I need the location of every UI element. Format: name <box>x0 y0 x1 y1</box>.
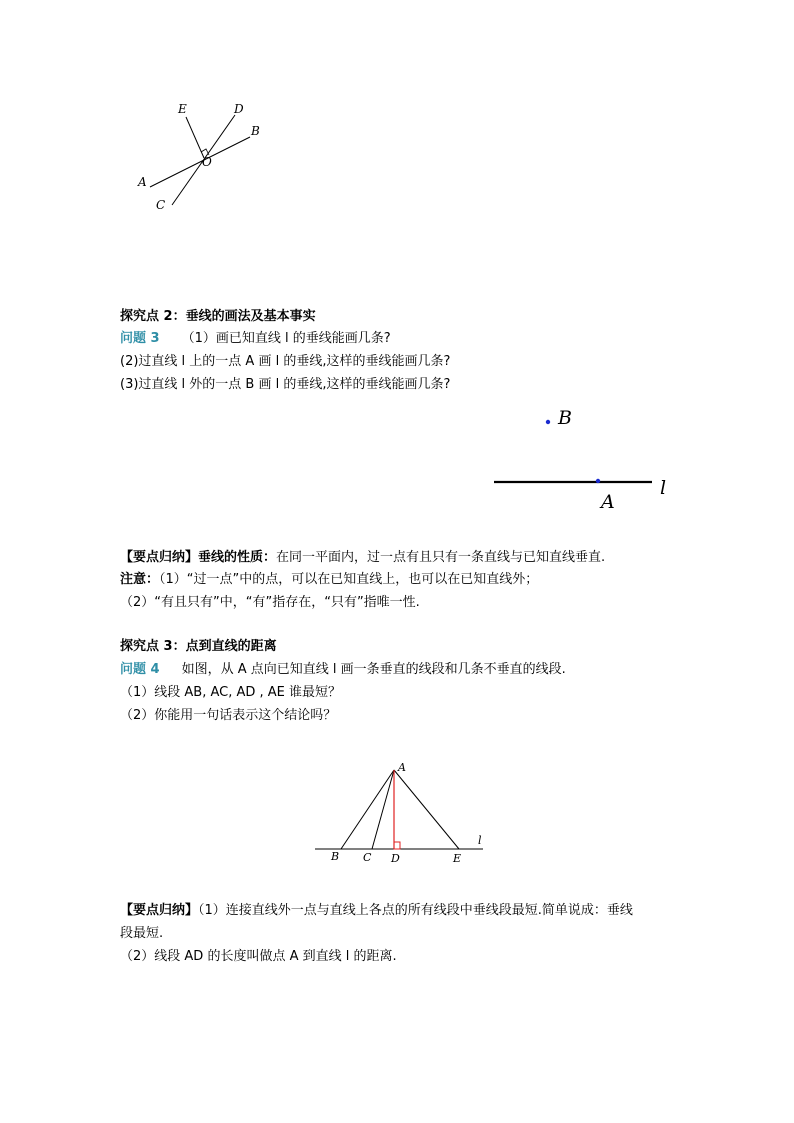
right-angle-mark <box>394 842 400 849</box>
label-b: B <box>558 407 572 429</box>
summary1-text: 在同一平面内，过一点有且只有一条直线与已知直线垂直. <box>276 550 606 565</box>
section2-title: 探究点 2：垂线的画法及基本事实 <box>120 309 316 324</box>
summary1-line <box>120 549 605 566</box>
segment-ac <box>372 770 394 849</box>
point-a <box>596 479 600 483</box>
label-o: O <box>202 155 212 169</box>
summary2-line1b: 段最短. <box>120 926 164 941</box>
point-b <box>546 420 550 424</box>
segment-ae <box>394 770 459 849</box>
note-line1 <box>120 571 538 588</box>
question3-part1: （1）画已知直线 l 的垂线能画几条? <box>181 331 391 346</box>
summary2-line2: （2）线段 AD 的长度叫做点 A 到直线 l 的距离. <box>120 949 397 964</box>
question3-part2: (2)过直线 l 上的一点 A 画 l 的垂线,这样的垂线能画几条? <box>120 354 451 369</box>
figure-intersecting-lines <box>130 95 280 215</box>
line-ab <box>150 137 250 187</box>
note1-text: （1）“过一点”中的点，可以在已知直线上，也可以在已知直线外； <box>159 572 539 587</box>
question3-part3: (3)过直线 l 外的一点 B 画 l 的垂线,这样的垂线能画几条? <box>120 377 451 392</box>
summary2-text1: （1）连接直线外一点与直线上各点的所有线段中垂线段最短.简单说成：垂线 <box>198 903 633 918</box>
section3-title: 探究点 3：点到直线的距离 <box>120 639 277 654</box>
label-b: B <box>251 124 260 138</box>
segment-ab <box>341 770 394 849</box>
question4-part1: （1）线段 AB, AC, AD , AE 谁最短？ <box>120 685 342 700</box>
question4-label: 问题 4 <box>120 662 160 677</box>
figure-line-l-points <box>490 400 710 520</box>
question4-text: 如图，从 A 点向已知直线 l 画一条垂直的线段和几条不垂直的线段. <box>181 662 566 677</box>
question4-part2: （2）你能用一句话表示这个结论吗？ <box>120 708 337 723</box>
summary2-line1 <box>120 902 633 919</box>
label-l: l <box>660 477 667 499</box>
label-b: B <box>331 850 340 863</box>
summary2-heading: 【要点归纳】 <box>120 903 199 918</box>
figure-point-to-line <box>310 755 500 870</box>
label-c: C <box>363 851 372 864</box>
label-e: E <box>178 102 187 116</box>
note-label: 注意： <box>120 572 160 587</box>
label-c: C <box>156 198 166 212</box>
label-l: l <box>478 834 482 847</box>
label-e: E <box>453 852 462 865</box>
question3-line1 <box>120 330 391 347</box>
label-a: A <box>601 491 615 513</box>
question4-line1 <box>120 661 566 678</box>
label-a: A <box>398 761 406 774</box>
note-line2: （2）“有且只有”中，“有”指存在，“只有”指唯一性. <box>120 595 420 610</box>
question3-label: 问题 3 <box>120 331 160 346</box>
label-d: D <box>234 102 244 116</box>
label-d: D <box>391 852 400 865</box>
summary1-heading: 【要点归纳】垂线的性质： <box>120 550 277 565</box>
label-a: A <box>138 175 147 189</box>
